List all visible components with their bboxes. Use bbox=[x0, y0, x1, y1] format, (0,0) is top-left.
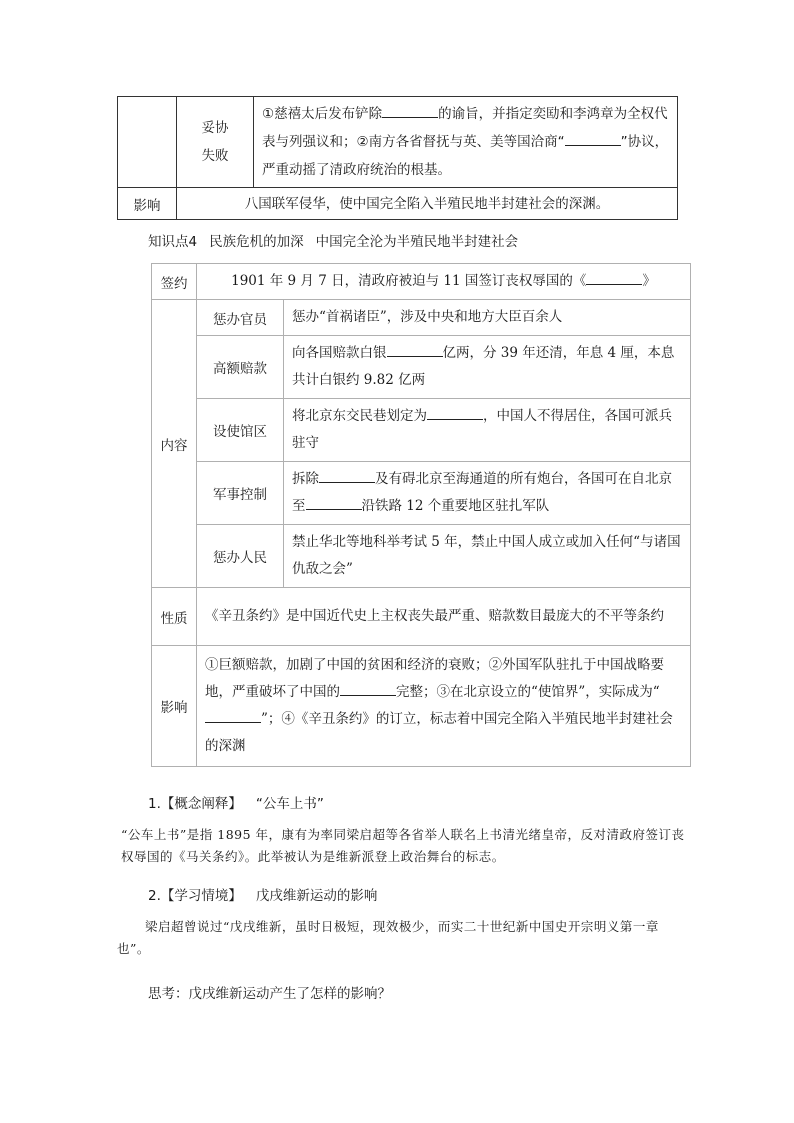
fill-blank[interactable] bbox=[306, 495, 362, 510]
row-text-1: 将北京东交民巷划定为 bbox=[292, 408, 427, 424]
row-text bbox=[284, 336, 691, 399]
compromise-text bbox=[254, 97, 678, 188]
effect-text bbox=[197, 646, 691, 767]
effect-text-3: ”；④《辛丑条约》的订立，标志着中国完全陷入半殖民地半封建社会的深渊 bbox=[205, 711, 673, 754]
row-sub-label: 惩办人民 bbox=[197, 525, 284, 588]
section1-heading bbox=[148, 792, 324, 812]
fill-blank[interactable] bbox=[205, 708, 261, 723]
knowledge-heading bbox=[148, 230, 518, 250]
sign-text-1: 1901 年 9 月 7 日，清政府被迫与 11 国签订丧权辱国的《 bbox=[231, 273, 587, 289]
fill-blank[interactable] bbox=[586, 270, 642, 285]
section2-num: 2.【学习情境】 bbox=[148, 888, 242, 904]
compromise-label bbox=[177, 97, 254, 188]
effect-text-2: 完整；③在北京设立的“使馆界”，实际成为“ bbox=[396, 684, 660, 700]
row-text: 惩办“首祸诸臣”，涉及中央和地方大臣百余人 bbox=[284, 300, 691, 336]
row-text bbox=[284, 399, 691, 462]
row-text-1: 拆除 bbox=[292, 471, 319, 487]
section2-question: 思考：戊戌维新运动产生了怎样的影响？ bbox=[148, 986, 391, 1002]
fill-blank[interactable] bbox=[427, 405, 483, 420]
row-sub-label: 高额赔款 bbox=[197, 336, 284, 399]
section1-text: “公车上书”是指 1895 年，康有为率同梁启超等各省举人联名上书清光绪皇帝，反对清政府签订丧权辱国的《马关条约》。此举被认为是维新派登上政治舞台的标志。 bbox=[121, 827, 685, 864]
section2-heading bbox=[148, 884, 377, 904]
sign-label: 签约 bbox=[152, 264, 197, 300]
fill-blank[interactable] bbox=[319, 468, 375, 483]
sign-text-2: 》 bbox=[642, 273, 656, 289]
impact-label: 影响 bbox=[118, 188, 177, 220]
row-sub-label: 军事控制 bbox=[197, 462, 284, 525]
content-label: 内容 bbox=[152, 300, 197, 588]
section1-title: “公车上书” bbox=[255, 796, 324, 812]
section2-text: 梁启超曾说过“戊戌维新，虽时日极短，现效极少，而实二十世纪新中国史开宗明义第一章也”。 bbox=[117, 919, 659, 956]
row-text-1: 向各国赔款白银 bbox=[292, 345, 387, 361]
row-text bbox=[284, 462, 691, 525]
row-text: 禁止华北等地科举考试 5 年，禁止中国人成立或加入任何“与诸国仇敌之会” bbox=[284, 525, 691, 588]
nature-text: 《辛丑条约》是中国近代史上主权丧失最严重、赔款数目最庞大的不平等条约 bbox=[197, 588, 691, 646]
row-sub-label: 设使馆区 bbox=[197, 399, 284, 462]
impact-text: 八国联军侵华，使中国完全陷入半殖民地半封建社会的深渊。 bbox=[177, 188, 678, 220]
fill-blank[interactable] bbox=[565, 131, 621, 146]
compromise-text-3: ”协议，严重动摇了清政府统治的根基。 bbox=[262, 134, 669, 178]
fill-blank[interactable] bbox=[382, 103, 438, 118]
compromise-text-2: 的谕旨，并指定奕劻和李鸿章为全权代表与列强议和；②南方各省督抚与英、美等国洽商“ bbox=[262, 106, 668, 150]
nature-label: 性质 bbox=[152, 588, 197, 646]
effect-text-1: ①巨额赔款，加剧了中国的贫困和经济的衰败；②外国军队驻扎于中国战略要地，严重破坏了中国的 bbox=[205, 657, 664, 700]
table-treaty bbox=[151, 263, 691, 767]
compromise-label-line2: 失败 bbox=[201, 148, 229, 164]
knowledge-point: 知识点4 bbox=[148, 234, 198, 250]
effect-label: 影响 bbox=[152, 646, 197, 767]
row-text-2: 及有碍北京至海通道的所有炮台，各国可在自北京至 bbox=[292, 471, 672, 514]
knowledge-title-a: 民族危机的加深 bbox=[209, 234, 304, 250]
fill-blank[interactable] bbox=[340, 681, 396, 696]
section1-num: 1.【概念阐释】 bbox=[148, 796, 242, 812]
row-text-2: ，中国人不得居住，各国可派兵驻守 bbox=[292, 408, 672, 451]
fill-blank[interactable] bbox=[387, 342, 443, 357]
row-text-3: 沿铁路 12 个重要地区驻扎军队 bbox=[361, 498, 550, 514]
knowledge-title-b: 中国完全沦为半殖民地半封建社会 bbox=[315, 234, 519, 250]
section2-title: 戊戌维新运动的影响 bbox=[255, 888, 378, 904]
empty-cell bbox=[118, 97, 177, 188]
row-sub-label: 惩办官员 bbox=[197, 300, 284, 336]
row-text-2: 亿两，分 39 年还清，年息 4 厘，本息共计白银约 9.82 亿两 bbox=[292, 345, 675, 388]
compromise-label-line1: 妥协 bbox=[201, 120, 229, 136]
table-uprising-outcome bbox=[117, 96, 678, 220]
compromise-text-1: ①慈禧太后发布铲除 bbox=[262, 106, 383, 122]
sign-text bbox=[197, 264, 691, 300]
